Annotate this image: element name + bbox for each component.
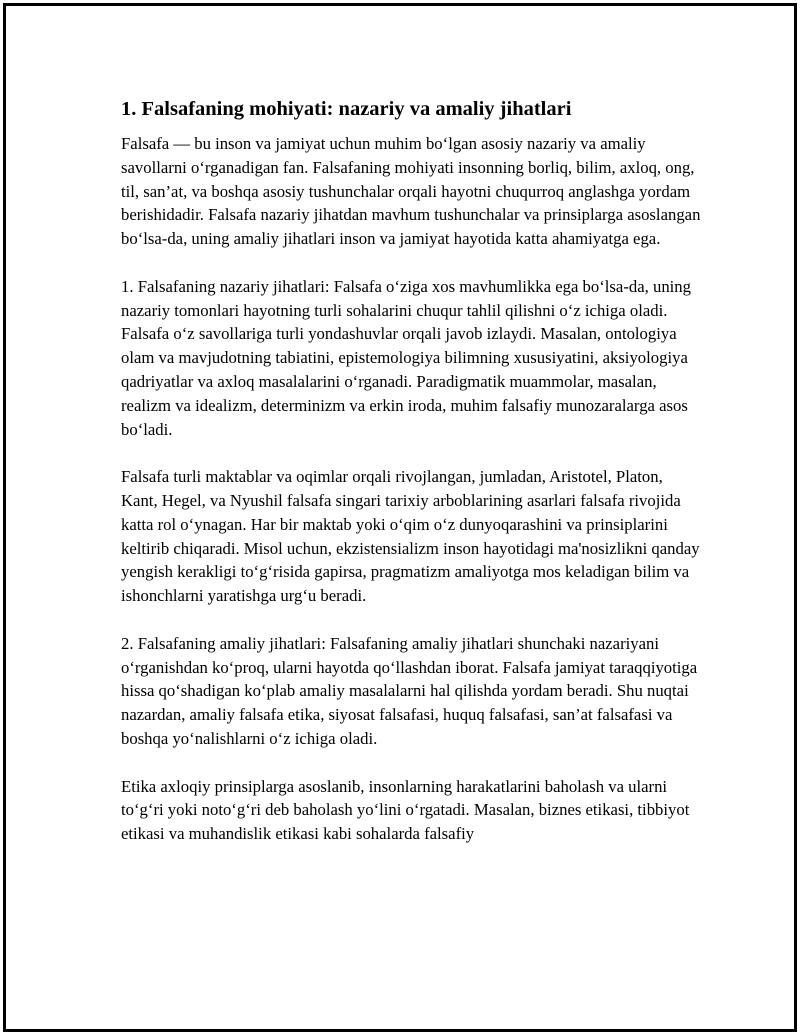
paragraph-intro: Falsafa — bu inson va jamiyat uchun muhim bo‘lgan asosiy nazariy va amaliy savollarni o‘rganadigan fan. Falsafaning mohiyati insonning borliq, bilim, axloq, ong, til, san’at, va boshqa asosiy tushunchalar orqali hayotni chuqurroq anglashga yordam berishidadir. Falsafa nazariy jihatdan mavhum tushunchalar va prinsiplarga asoslangan bo‘lsa-da, uning amaliy jihatlari inson va jamiyat hayotida katta ahamiyatga ega. [121,134,701,249]
document-title: 1. Falsafaning mohiyati: nazariy va amaliy jihatlari [121,98,572,120]
page-frame [3,3,797,1032]
paragraph-theoretical-aspects: 1. Falsafaning nazariy jihatlari: Falsafa o‘ziga xos mavhumlikka ega bo‘lsa-da, uning nazariy tomonlari hayotning turli sohalarini chuqur tahlil qilishni o‘z ichiga oladi. Falsafa o‘z savollariga turli yondashuvlar orqali javob izlaydi. Masalan, ontologiya olam va mavjudotning tabiatini, epistemologiya bilimning xususiyatini, aksiyologiya qadriyatlar va axloq masalalarini o‘rganadi. Paradigmatik muammolar, masalan, realizm va idealizm, determinizm va erkin iroda, muhim falsafiy munozaralarga asos bo‘ladi. [121,276,691,439]
paragraph-ethics: Etika axloqiy prinsiplarga asoslanib, insonlarning harakatlarini baholash va ularni to‘g‘ri yoki noto‘g‘ri deb baholash yo‘lini o‘rgatadi. Masalan, biznes etikasi, tibbiyot etikasi va muhandislik etikasi kabi sohalarda falsafiy [121,776,690,844]
paragraph-schools: Falsafa turli maktablar va oqimlar orqali rivojlangan, jumladan, Aristotel, Platon, Kant, Hegel, va Nyushil falsafa singari tarixiy arboblarining asarlari falsafa rivojida katta rol o‘ynagan. Har bir maktab yoki o‘qim o‘z dunyoqarashini va prinsiplarini keltirib chiqaradi. Misol uchun, ekzistensializm inson hayotidagi ma'nosizlikni qanday yengish kerakligi to‘g‘risida gapirsa, pragmatizm amaliyotga mos keladigan bilim va ishonchlarni yaratishga urg‘u beradi. [121,467,700,606]
document-body [121,96,701,870]
paragraph-practical-aspects: 2. Falsafaning amaliy jihatlari: Falsafaning amaliy jihatlari shunchaki nazariyani o‘rganishdan ko‘proq, ularni hayotda qo‘llashdan iborat. Falsafa jamiyat taraqqiyotiga hissa qo‘shadigan ko‘plab amaliy masalalarni hal qilishda yordam beradi. Shu nuqtai nazardan, amaliy falsafa etika, siyosat falsafasi, huquq falsafasi, san’at falsafasi va boshqa yo‘nalishlarni o‘z ichiga oladi. [121,633,698,748]
